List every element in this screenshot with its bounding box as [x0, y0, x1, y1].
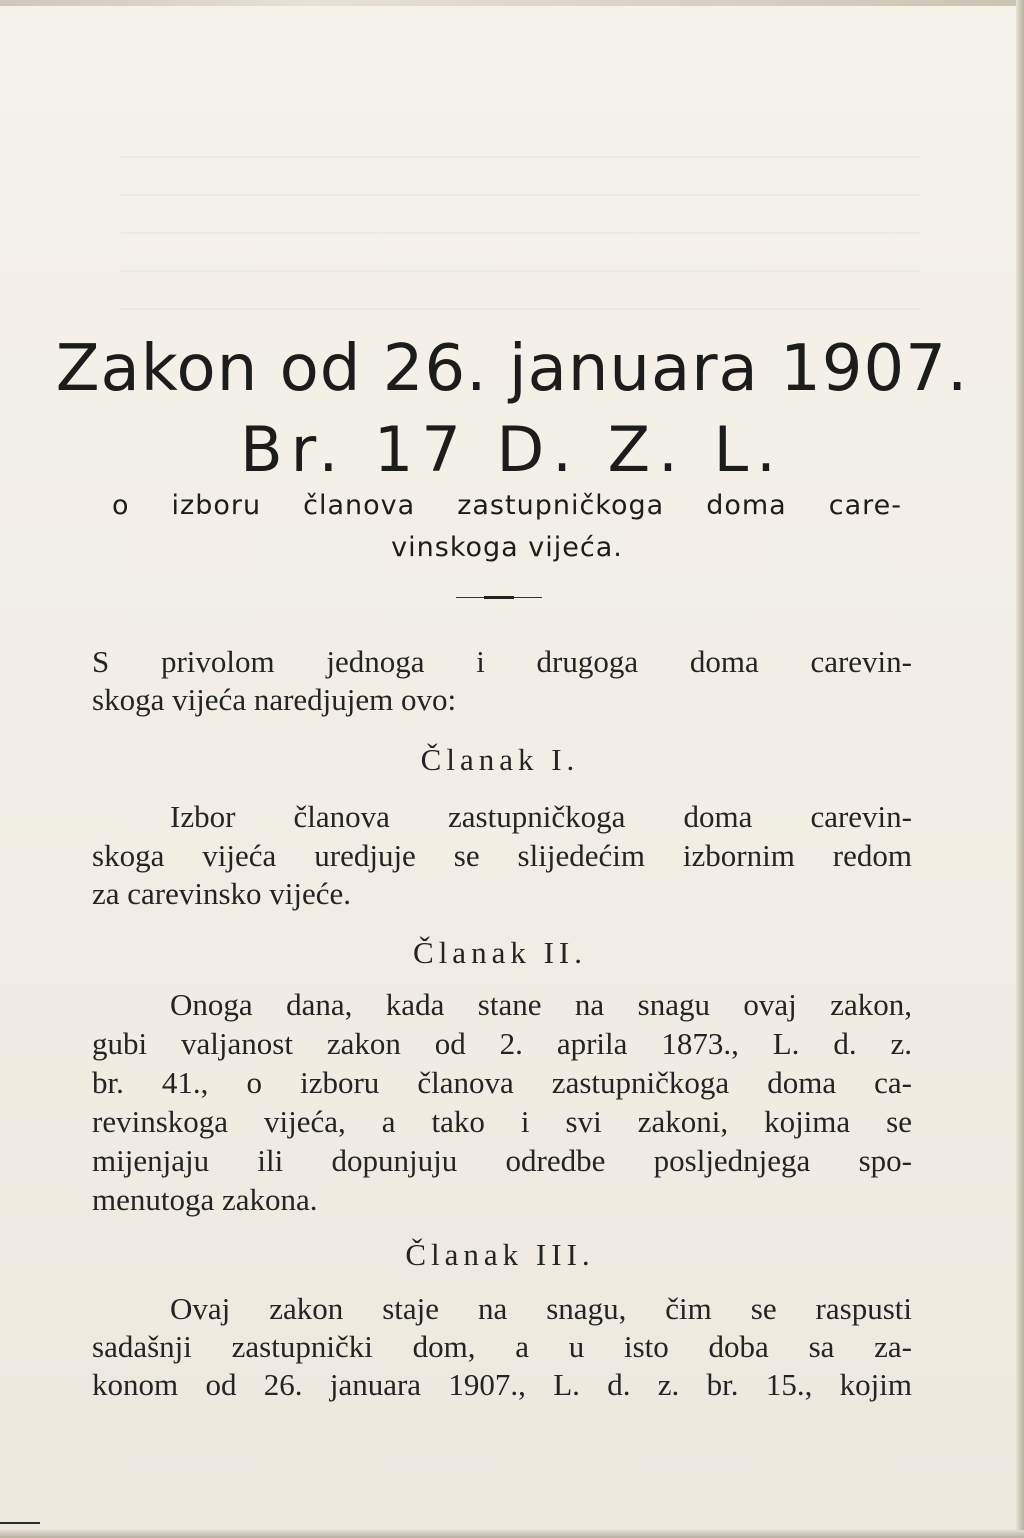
- section-divider: [456, 597, 542, 598]
- page-bottom-edge: [0, 1530, 1024, 1538]
- article-2-line: mijenjaju ili dopunjuju odredbe posljednjega spo-: [92, 1143, 912, 1178]
- article-1-line: skoga vijeća uredjuje se slijedećim izbornim redom: [92, 838, 912, 873]
- show-through-texture: [120, 120, 920, 320]
- page-top-edge: [0, 0, 1024, 6]
- article-3-heading: Članak III.: [405, 1237, 595, 1272]
- article-1-line: Izbor članova zastupničkoga doma carevin-: [170, 799, 912, 834]
- intro-line-2: skoga vijeća naredjujem ovo:: [92, 682, 457, 717]
- article-3-line: sadašnji zastupnički dom, a u isto doba sa za-: [92, 1329, 912, 1364]
- margin-mark: [0, 1522, 40, 1524]
- law-number: Br. 17 D. Z. L.: [240, 413, 784, 486]
- article-2-line: menutoga zakona.: [92, 1182, 318, 1217]
- intro-line-1: S privolom jednoga i drugoga doma carevin-: [92, 644, 912, 679]
- law-title: Zakon od 26. januara 1907.: [55, 332, 969, 406]
- article-2-line: Onoga dana, kada stane na snagu ovaj zakon,: [170, 987, 912, 1022]
- law-subject-line-2: vinskoga vijeća.: [391, 532, 623, 563]
- article-2-line: revinskoga vijeća, a tako i svi zakoni, kojima se: [92, 1104, 912, 1139]
- article-2-line: gubi valjanost zakon od 2. aprila 1873., L. d. z.: [92, 1026, 912, 1061]
- article-2-heading: Članak II.: [413, 935, 587, 970]
- article-3-line: Ovaj zakon staje na snagu, čim se raspusti: [170, 1291, 912, 1326]
- article-3-line: konom od 26. januara 1907., L. d. z. br. 15., kojim: [92, 1367, 912, 1402]
- article-2-line: br. 41., o izboru članova zastupničkoga doma ca-: [92, 1065, 912, 1100]
- article-1-heading: Članak I.: [420, 742, 580, 777]
- law-subject-line-1: o izboru članova zastupničkoga doma care-: [112, 490, 902, 521]
- article-1-line: za carevinsko vijeće.: [92, 876, 352, 911]
- page-right-edge: [1016, 0, 1024, 1538]
